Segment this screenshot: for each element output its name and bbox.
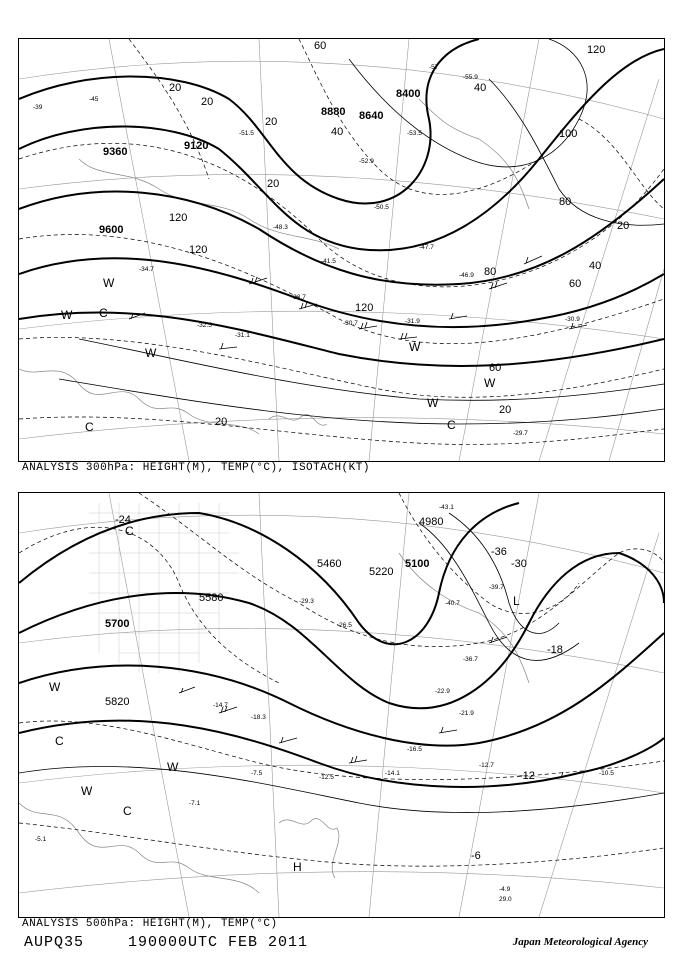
map-label: -55.9 — [463, 74, 478, 81]
height-label: 8400 — [396, 88, 421, 100]
map-label: -12.5 — [319, 774, 334, 781]
map-label: -4.9 — [499, 886, 511, 893]
map-label: 20 — [617, 220, 630, 232]
graticule — [19, 39, 664, 461]
map-label: 20 — [215, 416, 228, 428]
map-label: -57 — [429, 64, 439, 71]
map-label: -14.7 — [213, 702, 228, 709]
isotherms — [19, 39, 664, 444]
map-label: 120 — [587, 44, 606, 56]
height-label: 8640 — [359, 110, 384, 122]
map-label: 20 — [201, 96, 214, 108]
map-label: 20 — [499, 404, 512, 416]
map-label: -29.7 — [513, 430, 528, 437]
map-label: -16.5 — [407, 746, 422, 753]
valid-time: 190000UTC FEB 2011 — [128, 934, 309, 951]
map-label: 120 — [189, 244, 208, 256]
map-label: W — [103, 276, 115, 290]
map-label: -48.3 — [273, 224, 288, 231]
map-label: -21.9 — [459, 710, 474, 717]
map-label: C — [85, 420, 94, 434]
map-500hpa-canvas — [19, 493, 664, 917]
map-300hpa-canvas — [19, 39, 664, 461]
air-mass-symbols — [61, 276, 496, 434]
map-label: 5220 — [369, 566, 394, 578]
station-values — [33, 64, 580, 437]
map-label: W — [145, 346, 157, 360]
map-label: 60 — [314, 40, 327, 52]
map-label: -18.3 — [251, 714, 266, 721]
map-label: 5820 — [105, 696, 130, 708]
map-label: -53.5 — [407, 130, 422, 137]
map-label: -24 — [115, 514, 131, 526]
map-label: 5700 — [105, 618, 130, 630]
map-label: -26.5 — [337, 622, 352, 629]
map-label: -29.3 — [299, 598, 314, 605]
map-label: -50.5 — [374, 204, 389, 211]
map-label: 20 — [265, 116, 278, 128]
map-label: 40 — [474, 82, 487, 94]
map-label: -31.1 — [235, 332, 250, 339]
map-label: C — [123, 804, 132, 818]
map-300hpa — [18, 38, 665, 462]
map-label: W — [49, 680, 61, 694]
map-label: 20 — [267, 178, 280, 190]
map-label: -43.1 — [439, 504, 454, 511]
map-label: 4980 — [419, 516, 444, 528]
chart-code: AUPQ35 — [24, 934, 85, 951]
map-label: 60 — [569, 278, 582, 290]
map-label: -7.5 — [251, 770, 263, 777]
height-label: 120 — [169, 212, 188, 224]
map-label: -14.1 — [385, 770, 400, 777]
map-label: W — [61, 308, 73, 322]
map-label: 60 — [489, 362, 502, 374]
map-label: -6 — [471, 850, 481, 862]
map-label: W — [427, 396, 439, 410]
height-label: 8880 — [321, 106, 346, 118]
map-label: C — [125, 524, 134, 538]
map-label: -45 — [89, 96, 99, 103]
map-label: 80 — [559, 196, 572, 208]
map-label: C — [55, 734, 64, 748]
map-label: H — [293, 860, 302, 874]
map-label: -7.1 — [189, 800, 201, 807]
map-label: W — [167, 760, 179, 774]
map-label: -39 — [33, 104, 43, 111]
map-label: 80 — [484, 266, 497, 278]
panel-caption-500hpa: ANALYSIS 500hPa: HEIGHT(M), TEMP(°C) — [22, 918, 278, 930]
map-label: -30.7 — [343, 320, 358, 327]
map-label: -32.5 — [197, 322, 212, 329]
map-500hpa — [18, 492, 665, 918]
map-label: W — [409, 340, 421, 354]
map-label: -30.9 — [565, 316, 580, 323]
map-label: -39.7 — [489, 584, 504, 591]
map-label: -46.9 — [459, 272, 474, 279]
map-label: 20 — [169, 82, 182, 94]
map-label: -52.9 — [359, 158, 374, 165]
map-label: 5100 — [405, 558, 430, 570]
map-label: -34.7 — [139, 266, 154, 273]
isotherms — [19, 493, 664, 866]
map-label: 5460 — [317, 558, 342, 570]
map-label: -12.7 — [479, 762, 494, 769]
map-label: -30 — [511, 558, 527, 570]
map-label: 40 — [331, 126, 344, 138]
height-contours — [19, 503, 664, 787]
map-label: -22.9 — [435, 688, 450, 695]
panel-caption-300hpa: ANALYSIS 300hPa: HEIGHT(M), TEMP(°C), ISOTACH(KT) — [22, 462, 370, 474]
map-label: C — [447, 418, 456, 432]
map-label: 100 — [559, 128, 578, 140]
map-label: 5580 — [199, 592, 224, 604]
map-label: C — [99, 306, 108, 320]
height-labels — [105, 516, 443, 708]
wind-barbs — [179, 637, 577, 778]
height-label: 9360 — [103, 146, 128, 158]
map-label: -40.7 — [445, 600, 460, 607]
height-label: 9600 — [99, 224, 124, 236]
map-label: 29.0 — [499, 896, 512, 903]
map-label: -36 — [491, 546, 507, 558]
map-label: -36.7 — [463, 656, 478, 663]
map-label: -5.1 — [35, 836, 47, 843]
map-label: -31.9 — [405, 318, 420, 325]
map-label: 120 — [355, 302, 374, 314]
map-label: -41.5 — [321, 258, 336, 265]
map-label: -47.7 — [419, 244, 434, 251]
height-contours-thin — [19, 513, 664, 813]
map-label: -10.5 — [599, 770, 614, 777]
map-label: W — [484, 376, 496, 390]
map-label: 40 — [589, 260, 602, 272]
map-label: -12 — [519, 770, 535, 782]
agency-name: Japan Meteorological Agency — [512, 936, 648, 948]
map-label: -18 — [547, 644, 563, 656]
map-label: W — [81, 784, 93, 798]
map-label: -33.7 — [291, 294, 306, 301]
map-label: L — [513, 594, 520, 608]
map-label: -51.5 — [239, 130, 254, 137]
height-label: 9120 — [184, 140, 209, 152]
